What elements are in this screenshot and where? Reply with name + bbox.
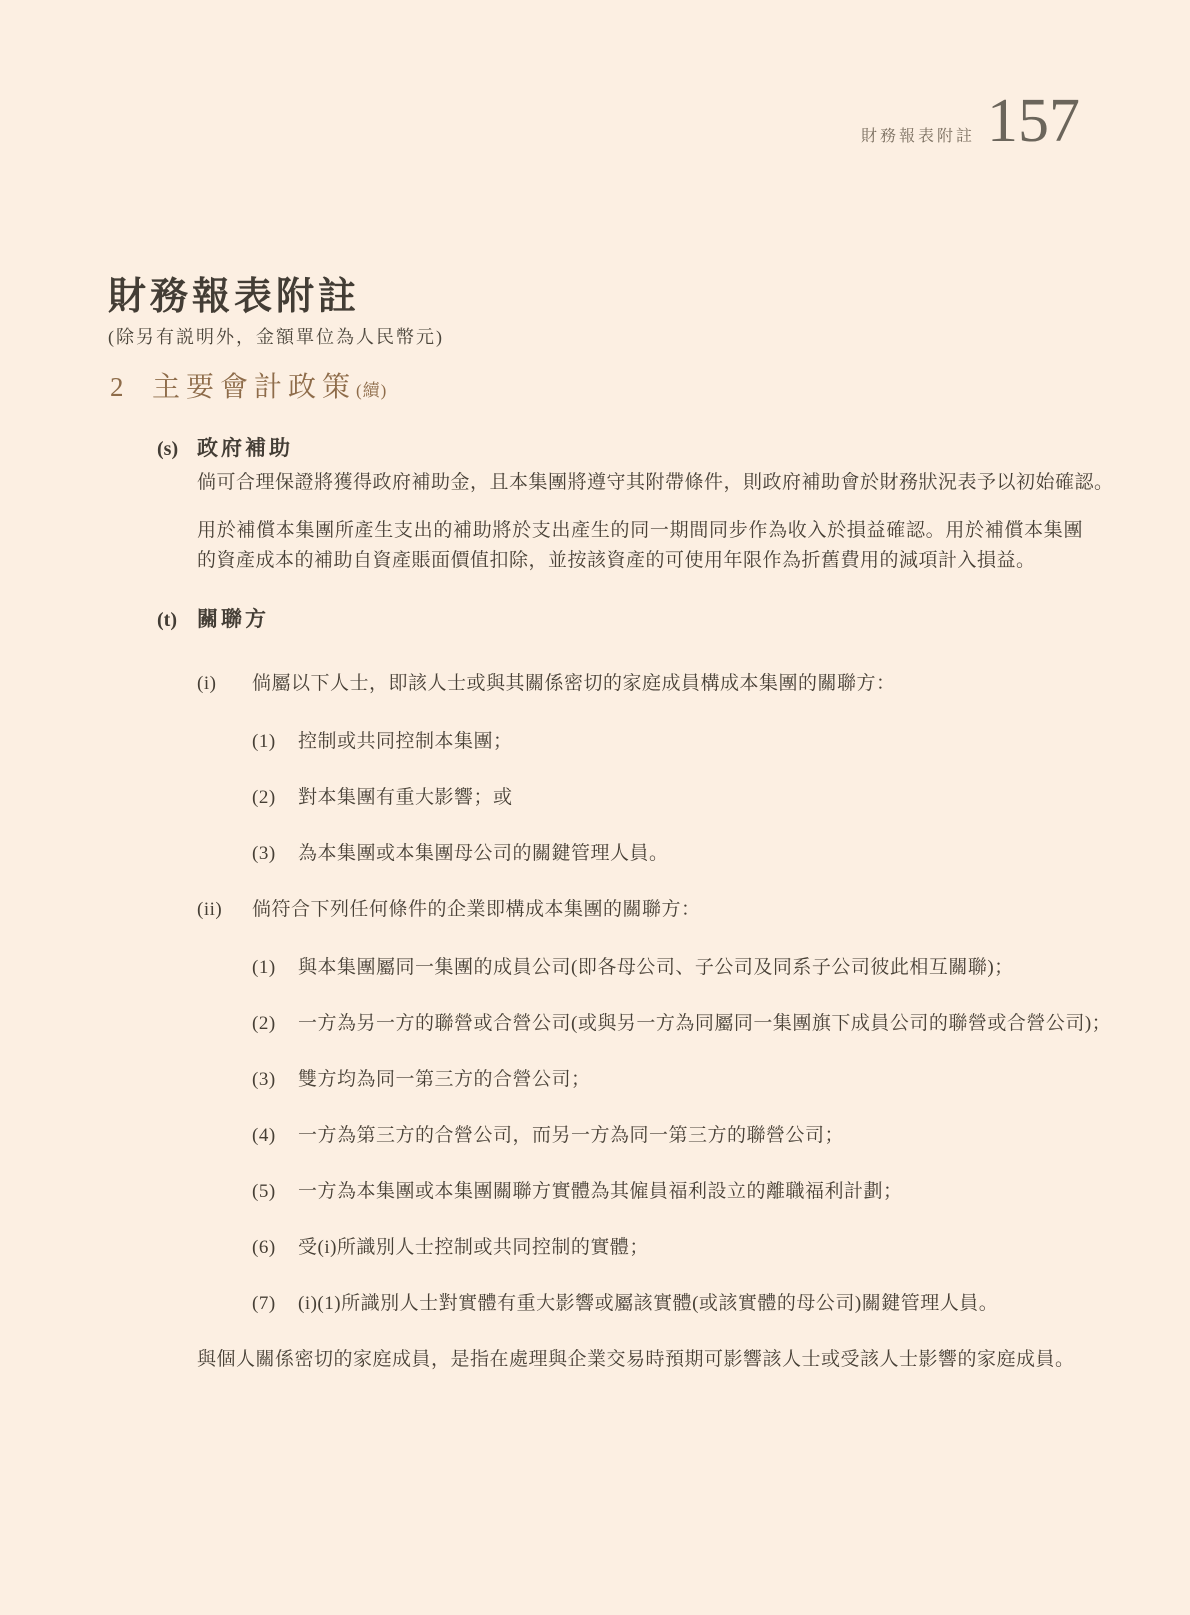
list-subitem <box>252 727 1083 757</box>
document-title: 財務報表附註 <box>108 276 361 318</box>
notes-content <box>0 276 1190 1375</box>
list-subitem-text: 與本集團屬同一集團的成員公司(即各母公司、子公司及同系子公司彼此相互關聯)； <box>298 957 1014 978</box>
list-subitem-label: (3) <box>252 843 276 864</box>
list-subitem-label: (6) <box>252 1237 276 1258</box>
list-subitem <box>252 1233 1083 1263</box>
list-subitem-text: 對本集團有重大影響；或 <box>298 787 513 808</box>
list-subitem-label: (2) <box>252 787 276 808</box>
list-item-label: (i) <box>197 673 217 694</box>
section-2-heading <box>110 368 1190 411</box>
list-item-ii <box>197 895 1112 1319</box>
list-item-text: 倘屬以下人士，即該人士或與其關係密切的家庭成員構成本集團的關聯方： <box>252 673 896 694</box>
list-item-label: (ii) <box>197 899 223 920</box>
list-subitem <box>252 1289 1083 1319</box>
list-subitem <box>252 1121 1083 1151</box>
subsection-heading-row <box>157 435 1190 462</box>
list-subitem <box>252 1177 1083 1207</box>
list-subitem-label: (2) <box>252 1013 276 1034</box>
subsection-title: 政府補助 <box>197 436 293 460</box>
section-number: 2 <box>110 372 124 402</box>
list-subitem-label: (7) <box>252 1293 276 1314</box>
list-item-content <box>252 669 1083 869</box>
list-subitem <box>252 1009 1112 1039</box>
subsection-label: (t) <box>157 609 177 631</box>
list-subitem <box>252 953 1083 983</box>
closing-paragraph: 與個人關係密切的家庭成員，是指在處理與企業交易時預期可影響該人士或受該人士影響的家庭成員。 <box>197 1349 1075 1370</box>
list-subitem-text: 一方為第三方的合營公司，而另一方為同一第三方的聯營公司； <box>298 1125 845 1146</box>
paragraph: 用於補償本集團所產生支出的補助將於支出產生的同一期間同步作為收入於損益確認。用於補償本集團的資產成本的補助自資產賬面價值扣除，並按該資產的可使用年限作為折舊費用的減項計入損益。 <box>197 520 1083 571</box>
list-subitem-text: 為本集團或本集團母公司的關鍵管理人員。 <box>298 843 669 864</box>
list-item-content <box>252 895 1112 1319</box>
list-subitem-label: (1) <box>252 731 276 752</box>
subsection-body <box>197 468 1114 576</box>
paragraph: 倘可合理保證將獲得政府補助金，且本集團將遵守其附帶條件，則政府補助會於財務狀況表予以初始確認。 <box>197 472 1114 493</box>
subsection-related-parties <box>157 606 1190 1375</box>
list-subitem-text: (i)(1)所識別人士對實體有重大影響或屬該實體(或該實體的母公司)關鍵管理人員。 <box>298 1293 999 1314</box>
list-item-text: 倘符合下列任何條件的企業即構成本集團的關聯方： <box>252 899 701 920</box>
list-subitem-label: (5) <box>252 1181 276 1202</box>
page-number: 157 <box>987 87 1080 155</box>
subsection-body <box>197 669 1112 1375</box>
running-header <box>860 87 1080 155</box>
list-subitem-label: (4) <box>252 1125 276 1146</box>
list-subitem-label: (3) <box>252 1069 276 1090</box>
list-item-i <box>197 669 1083 869</box>
list-subitem-text: 一方為本集團或本集團關聯方實體為其僱員福利設立的離職福利計劃； <box>298 1181 903 1202</box>
list-subitem-text: 雙方均為同一第三方的合營公司； <box>298 1069 591 1090</box>
subsection-heading-row <box>157 606 1190 633</box>
list-subitem <box>252 1065 1083 1095</box>
list-subitem-text: 控制或共同控制本集團； <box>298 731 513 752</box>
section-continued-tag: (續) <box>356 381 388 400</box>
document-subtitle: (除另有説明外，金額單位為人民幣元) <box>108 327 444 347</box>
subsection-title: 關聯方 <box>197 607 269 631</box>
running-header-label: 財務報表附註 <box>860 128 975 145</box>
list-subitem-text: 一方為另一方的聯營或合營公司(或與另一方為同屬同一集團旗下成員公司的聯營或合營公司)； <box>298 1013 1112 1034</box>
list-subitem-label: (1) <box>252 957 276 978</box>
section-title: 主要會計政策 <box>152 372 357 403</box>
list-subitem-text: 受(i)所識別人士控制或共同控制的實體； <box>298 1237 649 1258</box>
subsection-government-grants <box>157 435 1190 576</box>
list-subitem <box>252 839 1083 869</box>
list-subitem <box>252 783 1083 813</box>
subsection-label: (s) <box>157 438 179 460</box>
